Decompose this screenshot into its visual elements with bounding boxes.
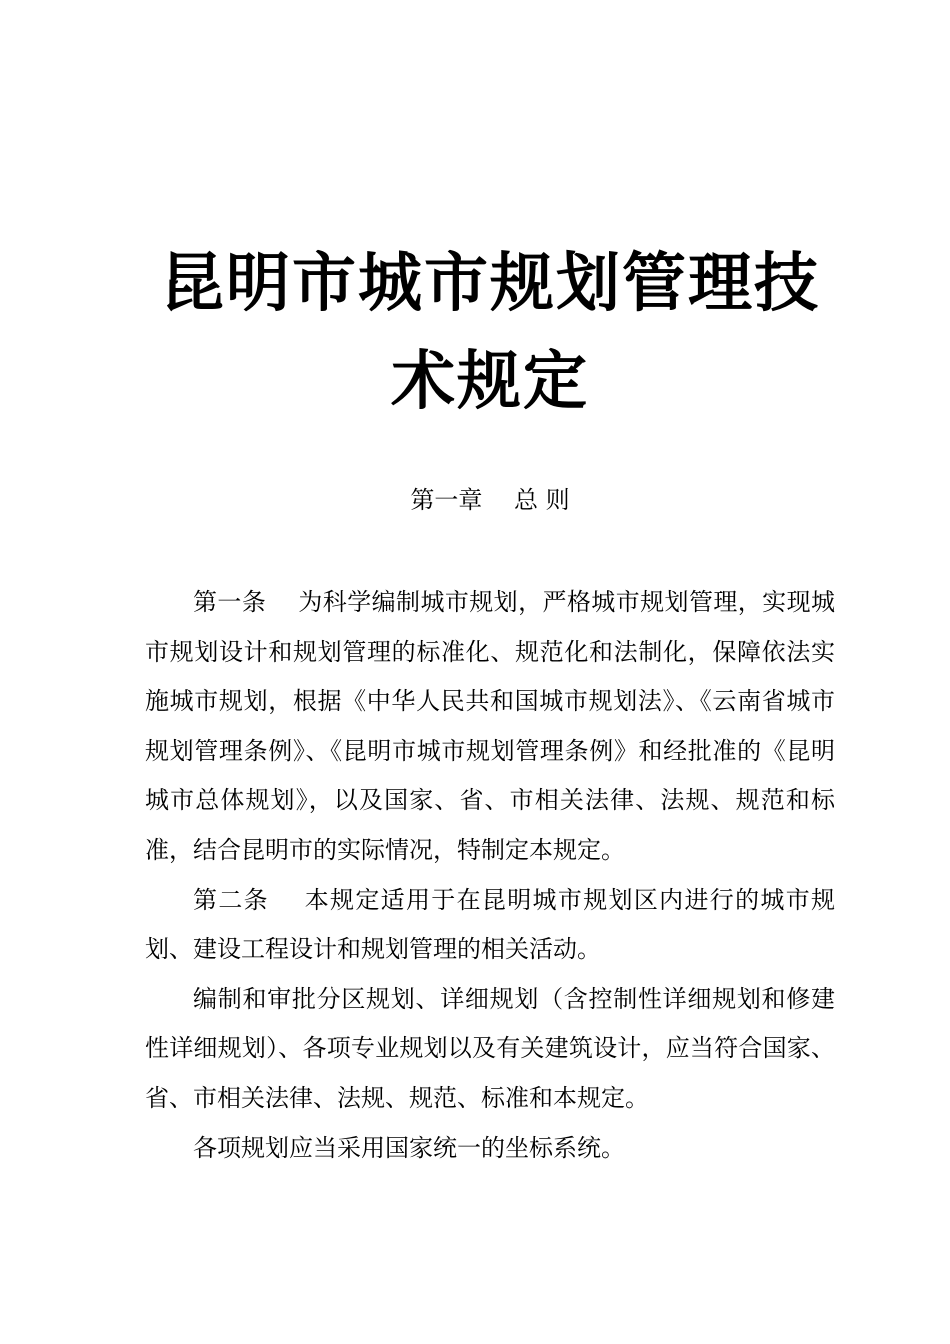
document-body [145, 578, 835, 1173]
document-title-line-2: 术规定 [391, 345, 589, 419]
article-2-paragraph-3 [145, 1124, 835, 1174]
article-1-paragraph [145, 578, 835, 876]
article-2-paragraph [145, 876, 835, 975]
article-2-text-3: 各项规划应当采用国家统一的坐标系统。 [193, 1133, 625, 1162]
article-2-text: 本规定适用于在昆明城市规划区内进行的城市规划、建设工程设计和规划管理的相关活动。 [145, 885, 836, 964]
document-title-line-1: 昆明市城市规划管理技 [160, 247, 820, 321]
article-1-number: 第一条 [193, 588, 267, 616]
article-1-text: 为科学编制城市规划，严格城市规划管理，实现城市规划设计和规划管理的标准化、规范化和法制化，保障依法实施城市规划，根据《中华人民共和国城市规划法》、《云南省城市规划管理条例》、《昆明市城市规划管理条例》和经批准的《昆明城市总体规划》，以及国家、省、市相关法律、法规、规范和标准，结合昆明市的实际情况，特制定本规定。 [145, 588, 836, 864]
article-2-paragraph-2 [145, 975, 835, 1124]
article-2-text-2: 编制和审批分区规划、详细规划（含控制性详细规划和修建性详细规划）、各项专业规划以及有关建筑设计，应当符合国家、省、市相关法律、法规、规范、标准和本规定。 [145, 984, 835, 1112]
chapter-heading: 第一章 总 则 [410, 486, 570, 514]
article-2-number: 第二条 [193, 885, 269, 914]
